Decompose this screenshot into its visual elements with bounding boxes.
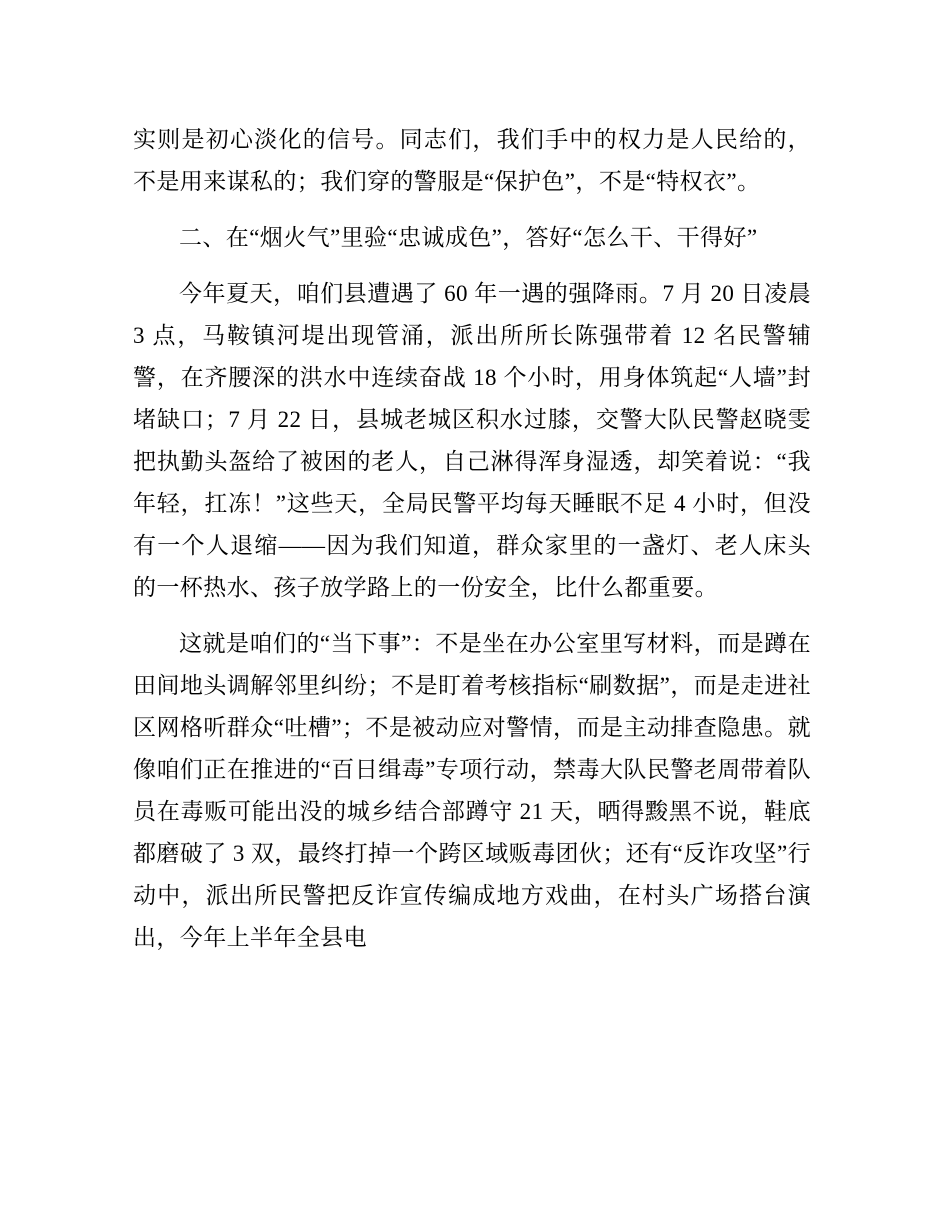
section-heading: 二、在“烟火气”里验“忠诚成色”，答好“怎么干、干得好” xyxy=(179,225,758,250)
document-text-column xyxy=(133,119,811,973)
paragraph-continuation: 实则是初心淡化的信号。同志们，我们手中的权力是人民给的，不是用来谋私的；我们穿的警服是“保护色”，不是“特权衣”。 xyxy=(133,127,811,194)
paragraph-flood-rescue: 今年夏天，咱们县遭遇了 60 年一遇的强降雨。7 月 20 日凌晨 3 点，马鞍镇河堤出现管涌，派出所所长陈强带着 12 名民警辅警，在齐腰深的洪水中连续奋战 18 个小时，用身体筑起“人墙”封堵缺口；7 月 22 日，县城老城区积水过膝，交警大队民警赵晓雯把执勤头盔给了被困的老人，自己淋得浑身湿透，却笑着说：“我年轻，扛冻！”这些天，全局民警平均每天睡眠不足 4 小时，但没有一个人退缩——因为我们知道，群众家里的一盏灯、老人床头的一杯热水、孩子放学路上的一份安全，比什么都重要。 xyxy=(133,281,811,600)
paragraph-current-work: 这就是咱们的“当下事”：不是坐在办公室里写材料，而是蹲在田间地头调解邻里纠纷；不是盯着考核指标“刷数据”，而是走进社区网格听群众“吐槽”；不是被动应对警情，而是主动排查隐患。就像咱们正在推进的“百日缉毒”专项行动，禁毒大队民警老周带着队员在毒贩可能出没的城乡结合部蹲守 21 天，晒得黢黑不说，鞋底都磨破了 3 双，最终打掉一个跨区域贩毒团伙；还有“反诈攻坚”行动中，派出所民警把反诈宣传编成地方戏曲，在村头广场搭台演出，今年上半年全县电 xyxy=(133,631,811,950)
